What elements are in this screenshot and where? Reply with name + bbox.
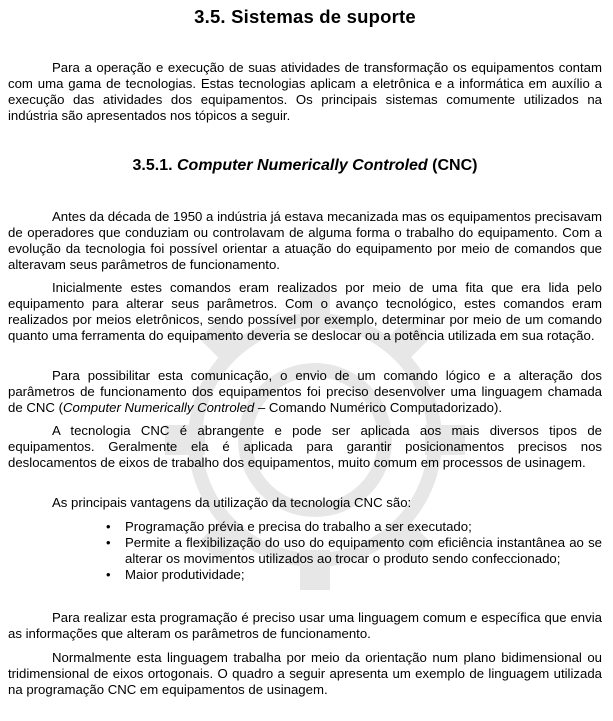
bullet-glyph: • bbox=[106, 566, 111, 582]
paragraph-cnc-language bbox=[8, 368, 602, 416]
list-item-text: Programação prévia e precisa do trabalho a ser executado; bbox=[125, 519, 472, 534]
bullet-glyph: • bbox=[106, 534, 111, 550]
list-item bbox=[8, 567, 602, 583]
paragraph-advantages-intro: As principais vantagens da utilização da tecnologia CNC são: bbox=[52, 495, 412, 510]
paragraph-cnc-language-b: – Comando Numérico Computadorizado). bbox=[254, 399, 503, 415]
paragraph-history: Antes da década de 1950 a indústria já estava mecanizada mas os equipamentos precisavam de operadores que conduziam ou controlavam de alguma forma o trabalho do equipamento. Com a evolução da tecnologia foi possível orientar a atuação do equipamento por meio de comandos que alteravam seus parâmetros de funcionamento. bbox=[8, 209, 602, 272]
paragraph-cnc-language-italic: Computer Numerically Controled bbox=[62, 399, 255, 415]
subsection-title bbox=[8, 157, 602, 175]
section-intro-paragraph: Para a operação e execução de suas atividades de transformação os equipamentos contam com uma gama de tecnologias. Estas tecnologias aplicam a eletrônica e a informática em auxílio a execução das atividades dos equipamentos. Os principais sistemas comumente utilizados na indústria são apresentados nos tópicos a seguir. bbox=[8, 60, 602, 123]
subsection-title-suffix: (CNC) bbox=[432, 157, 478, 174]
paragraph-commands: Inicialmente estes comandos eram realizados por meio de uma fita que era lida pelo equipamento para alterar seus parâmetros. Com o avanço tecnológico, estes comandos eram realizados por meios eletrônicos, sendo possível por exemplo, determinar por meio de um comando quanto uma ferramenta do equipamento deveria se deslocar ou a potência utilizada em sua rotação. bbox=[8, 280, 602, 343]
list-item bbox=[8, 535, 602, 567]
paragraph-programming: Para realizar esta programação é preciso usar uma linguagem comum e específica que envia as informações que alteram os parâmetros de funcionamento. bbox=[8, 610, 602, 641]
advantages-list bbox=[8, 519, 602, 583]
section-title: 3.5. Sistemas de suporte bbox=[194, 6, 416, 27]
paragraph-cnc-language-a: Para possibilitar esta comunicação, o envio de um comando lógico e a alteração dos parâmetros de funcionamento dos equipamentos foi preciso desenvolver uma linguagem chamada de CNC ( bbox=[8, 368, 602, 415]
paragraph-cnc-application: A tecnologia CNC é abrangente e pode ser aplicada aos mais diversos tipos de equipamentos. Geralmente ela é aplicada para garantir posicionamentos precisos nos deslocamentos de eixos de trabalho dos equipamentos, muito comum em processos de usinagem. bbox=[8, 423, 602, 470]
list-item bbox=[8, 519, 602, 535]
bullet-glyph: • bbox=[106, 519, 111, 534]
list-item-text: Permite a flexibilização do uso do equipamento com eficiência instantânea ao se alterar os movimentos utilizados ao trocar o produto sendo confeccionado; bbox=[125, 534, 602, 566]
subsection-title-italic: Computer Numerically Controled bbox=[177, 157, 428, 174]
list-item-text: Maior produtividade; bbox=[125, 566, 245, 582]
paragraph-language-axes: Normalmente esta linguagem trabalha por meio da orientação num plano bidimensional ou tridimensional de eixos ortogonais. O quadro a seguir apresenta um exemplo de linguagem utilizada na programação CNC em equipamentos de usinagem. bbox=[8, 650, 602, 697]
subsection-number: 3.5.1. bbox=[132, 157, 173, 174]
